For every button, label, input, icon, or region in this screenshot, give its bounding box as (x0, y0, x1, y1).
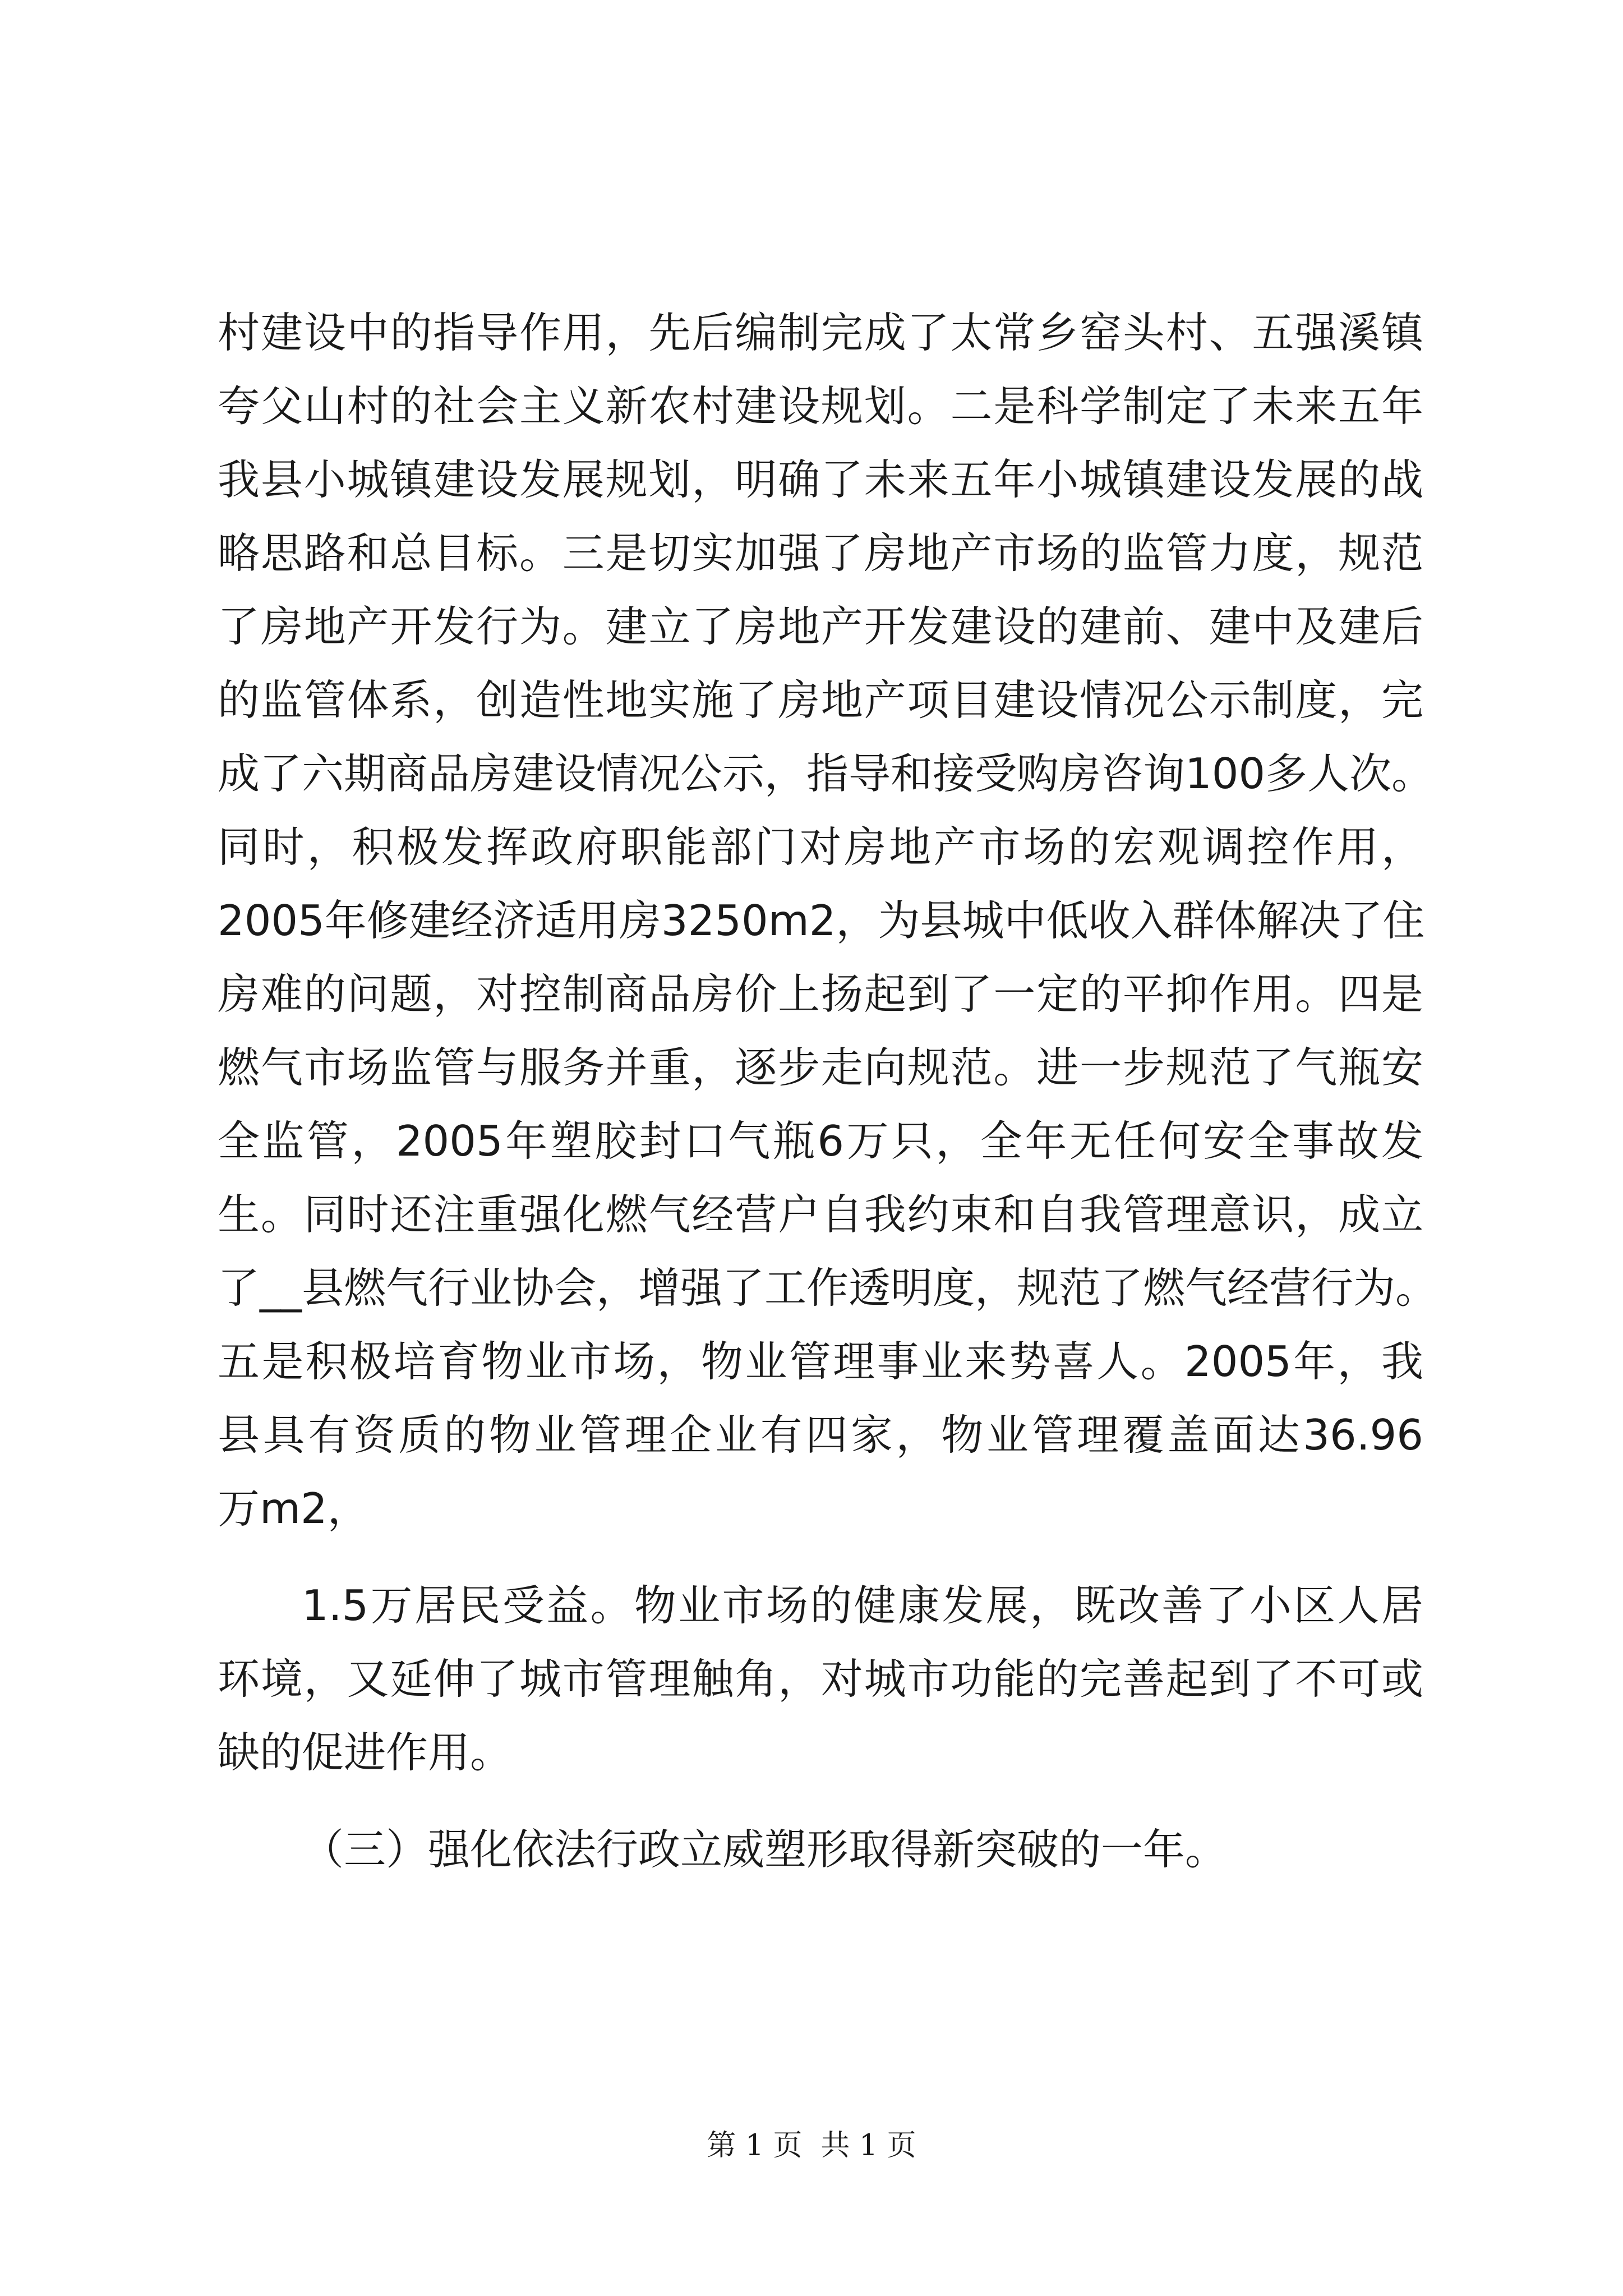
text-line: 全监管，2005年塑胶封口气瓶6万只，全年无任何安全事故发 (218, 1116, 1423, 1166)
text-line: 环境，又延伸了城市管理触角，对城市功能的完善起到了不可或 (218, 1654, 1423, 1704)
text-line: 县具有资质的物业管理企业有四家，物业管理覆盖面达36.96 (218, 1410, 1423, 1460)
text-line: 1.5万居民受益。物业市场的健康发展，既改善了小区人居 (302, 1581, 1423, 1630)
text-line: 了__县燃气行业协会，增强了工作透明度，规范了燃气经营行为。 (218, 1263, 1438, 1313)
text-line: 万m2， (218, 1484, 370, 1533)
text-line: 燃气市场监管与服务并重，逐步走向规范。进一步规范了气瓶安 (218, 1043, 1423, 1092)
text-line: 的监管体系，创造性地实施了房地产项目建设情况公示制度，完 (218, 675, 1423, 725)
text-line: 生。同时还注重强化燃气经营户自我约束和自我管理意识，成立 (218, 1190, 1423, 1239)
text-line: 略思路和总目标。三是切实加强了房地产市场的监管力度，规范 (218, 528, 1423, 578)
text-line: 了房地产开发行为。建立了房地产开发建设的建前、建中及建后 (218, 602, 1423, 651)
text-line: 房难的问题，对控制商品房价上扬起到了一定的平抑作用。四是 (218, 969, 1423, 1019)
paragraph-2 (218, 1569, 1423, 1789)
text-line: 我县小城镇建设发展规划，明确了未来五年小城镇建设发展的战 (218, 455, 1423, 504)
page-footer: 第 1 页 共 1 页 (707, 2129, 916, 2162)
heading-line: （三）强化依法行政立威塑形取得新突破的一年。 (302, 1825, 1228, 1874)
section-heading (218, 1813, 1423, 1887)
text-line: 缺的促进作用。 (218, 1728, 513, 1777)
text-line: 同时，积极发挥政府职能部门对房地产市场的宏观调控作用， (218, 822, 1423, 872)
document-body (218, 296, 1438, 1887)
paragraph-1 (218, 296, 1438, 1545)
text-line: 五是积极培育物业市场，物业管理事业来势喜人。2005年，我 (218, 1337, 1423, 1386)
text-line: 夸父山村的社会主义新农村建设规划。二是科学制定了未来五年 (218, 381, 1423, 431)
text-line: 村建设中的指导作用，先后编制完成了太常乡窑头村、五强溪镇 (218, 308, 1423, 357)
text-line: 成了六期商品房建设情况公示，指导和接受购房咨询100多人次。 (218, 749, 1434, 798)
text-line: 2005年修建经济适用房3250m2，为县城中低收入群体解决了住 (218, 896, 1425, 945)
